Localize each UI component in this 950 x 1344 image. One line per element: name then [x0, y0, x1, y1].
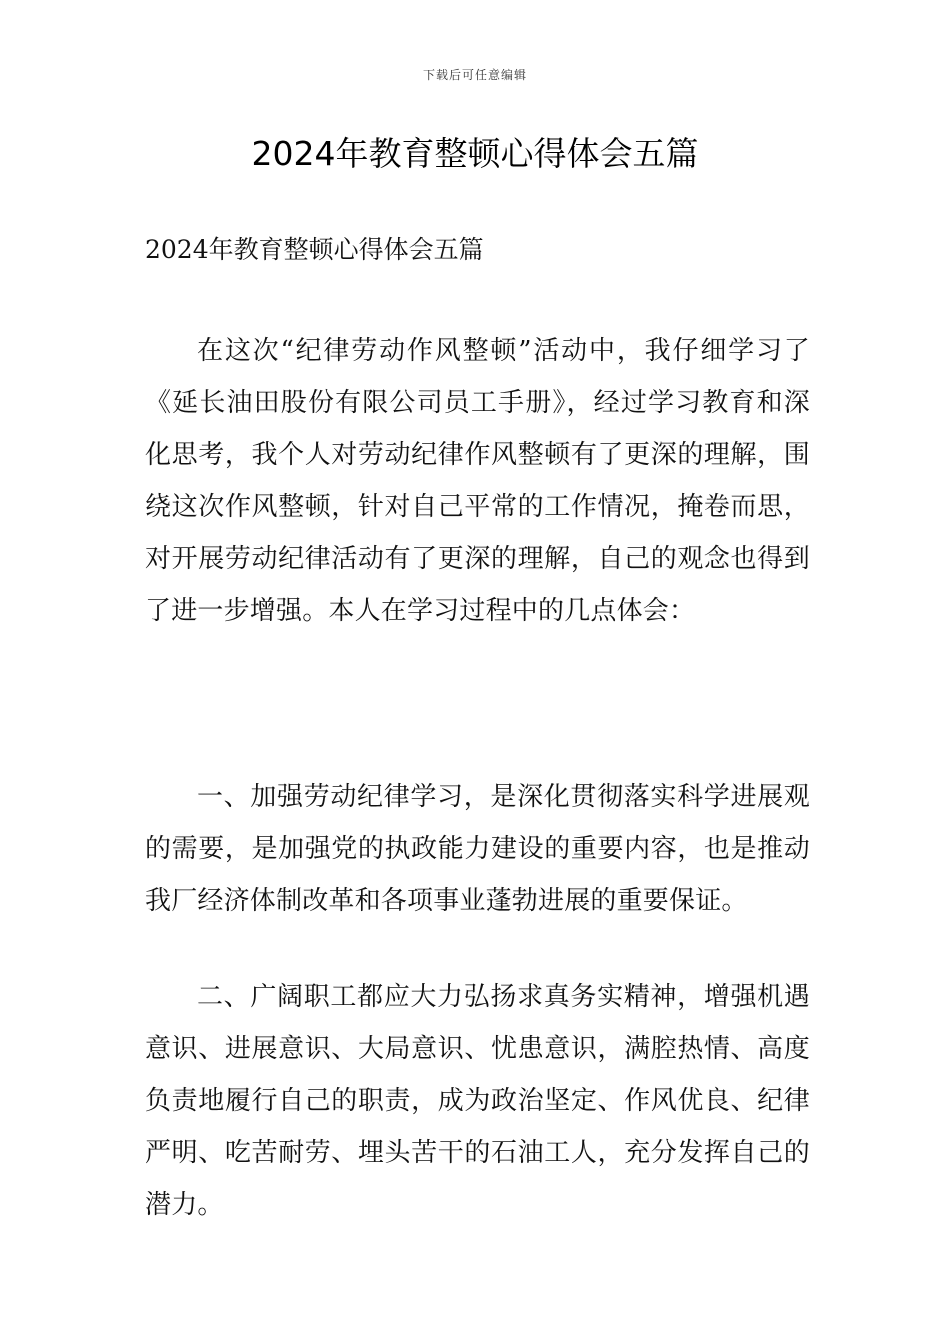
document-title: 2024年教育整顿心得体会五篇 [251, 134, 699, 173]
header-note: 下载后可任意编辑 [422, 68, 527, 82]
paragraph-point-two: 二、广阔职工都应大力弘扬求真务实精神，增强机遇意识、进展意识、大局意识、忧患意识，满腔热情、高度负责地履行自己的职责，成为政治坚定、作风优良、纪律严明、吃苦耐劳、埋头苦干的石油工人，充分发挥自己的潜力。 [145, 982, 810, 1220]
document-subtitle: 2024年教育整顿心得体会五篇 [145, 235, 484, 264]
paragraph-point-one: 一、加强劳动纪律学习，是深化贯彻落实科学进展观的需要，是加强党的执政能力建设的重要内容，也是推动我厂经济体制改革和各项事业蓬勃进展的重要保证。 [145, 782, 810, 916]
paragraph-intro: 在这次“纪律劳动作风整顿”活动中，我仔细学习了《延长油田股份有限公司员工手册》，经过学习教育和深化思考，我个人对劳动纪律作风整顿有了更深的理解，围绕这次作风整顿，针对自己平常的工作情况，掩卷而思，对开展劳动纪律活动有了更深的理解，自己的观念也得到了进一步增强。本人在学习过程中的几点体会： [145, 336, 810, 626]
